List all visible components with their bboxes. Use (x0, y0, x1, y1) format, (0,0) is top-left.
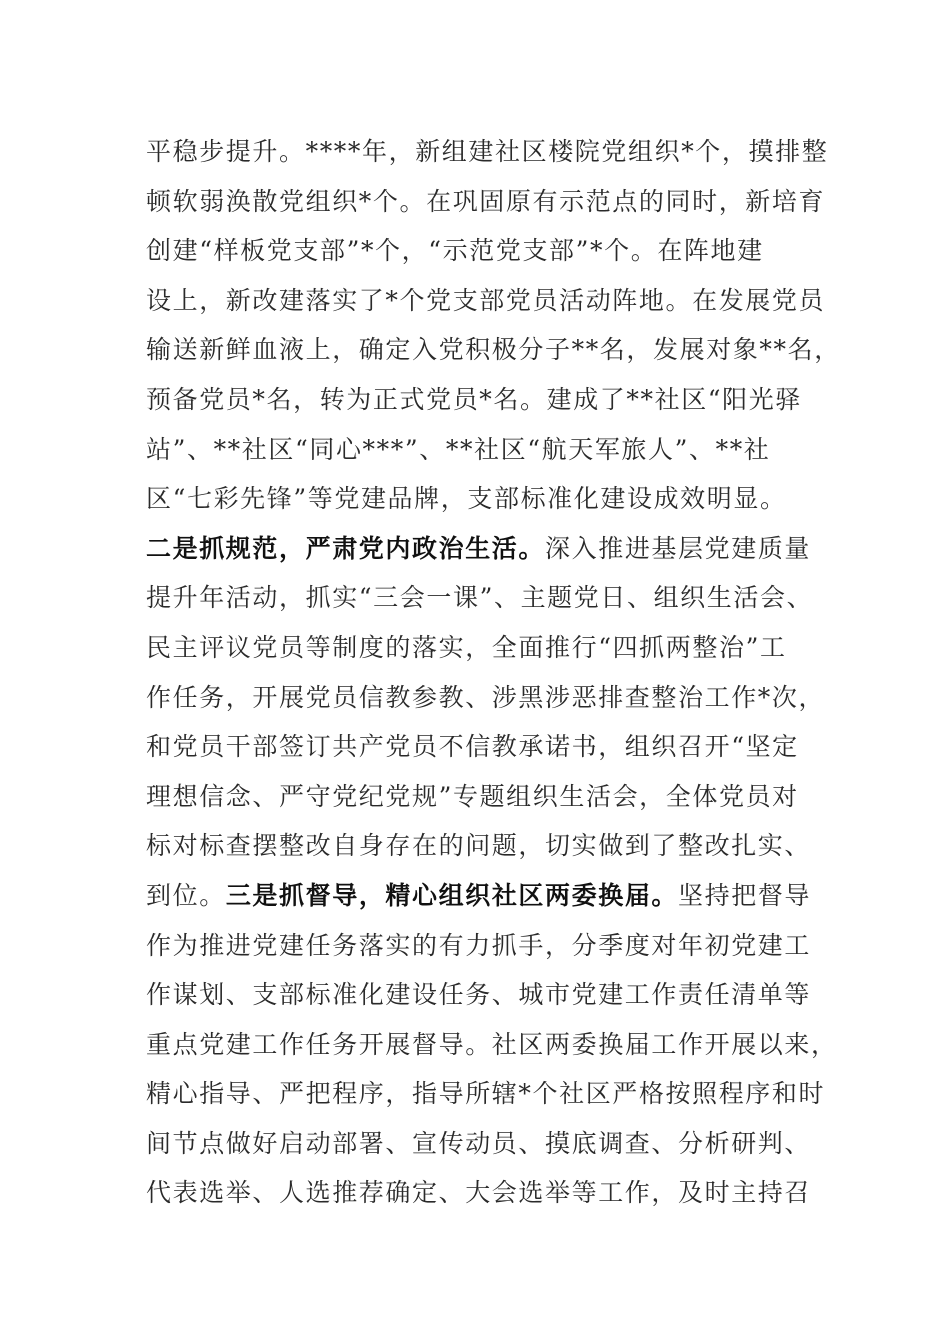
text-line (146, 573, 814, 623)
text-line (146, 921, 812, 971)
body-text: 创建“样板党支部”*个，“示范党支部”*个。在阵地建 (146, 236, 764, 266)
body-text: 站”、**社区“同心***”、**社区“航天军旅人”、**社 (146, 434, 771, 464)
text-line (146, 524, 812, 574)
body-text: 区“七彩先锋”等党建品牌，支部标准化建设成效明显。 (146, 484, 787, 514)
text-line (146, 375, 802, 425)
text-line (146, 1069, 826, 1119)
body-text: 平稳步提升。****年，新组建社区楼院党组织*个，摸排整 (146, 137, 829, 166)
body-text: 理想信念、严守党纪党规”专题组织生活会，全体党员对 (146, 781, 799, 811)
text-line (146, 276, 826, 326)
bold-heading-text: 三是抓督导，精心组织社区两委换届。 (225, 880, 679, 910)
body-text: 间节点做好启动部署、宣传动员、摸底调查、分析研判、 (146, 1128, 812, 1158)
text-line (146, 474, 802, 524)
text-line (146, 722, 802, 772)
body-text: 坚持把督导 (678, 880, 812, 910)
text-line (146, 623, 802, 673)
text-line (146, 226, 802, 276)
body-text: 和党员干部签订共产党员不信教承诺书，组织召开“坚定 (146, 732, 799, 762)
text-line (146, 425, 802, 475)
text-line (146, 127, 829, 177)
body-text: 作任务，开展党员信教参教、涉黑涉恶排查整治工作*次， (146, 682, 826, 712)
body-text: 设上，新改建落实了*个党支部党员活动阵地。在发展党员 (146, 285, 826, 315)
body-text: 作谋划、支部标准化建设任务、城市党建工作责任清单等 (146, 980, 812, 1010)
text-line (146, 1020, 838, 1070)
text-line (146, 673, 826, 723)
text-line (146, 325, 841, 375)
text-line (146, 1119, 812, 1169)
bold-heading-text: 二是抓规范，严肃党内政治生活。 (146, 533, 546, 563)
text-line (146, 772, 802, 822)
body-text: 输送新鲜血液上，确定入党积极分子**名，发展对象**名， (146, 335, 841, 365)
body-text: 提升年活动，抓实“三会一课”、主题党日、组织生活会、 (146, 583, 814, 613)
body-text: 深入推进基层党建质量 (545, 533, 812, 563)
document-body (146, 127, 841, 1218)
text-line (146, 970, 812, 1020)
body-text: 顿软弱涣散党组织*个。在巩固原有示范点的同时，新培育 (146, 186, 826, 216)
body-text: 到位。 (146, 880, 226, 910)
body-text: 预备党员*名，转为正式党员*名。建成了**社区“阳光驿 (146, 384, 802, 414)
text-line (146, 871, 812, 921)
body-text: 标对标查摆整改自身存在的问题，切实做到了整改扎实、 (146, 831, 812, 861)
text-line (146, 177, 826, 227)
body-text: 精心指导、严把程序，指导所辖*个社区严格按照程序和时 (146, 1079, 826, 1109)
body-text: 代表选举、人选推荐确定、大会选举等工作，及时主持召 (146, 1178, 812, 1208)
body-text: 作为推进党建任务落实的有力抓手，分季度对年初党建工 (146, 930, 812, 960)
text-line (146, 821, 812, 871)
body-text: 民主评议党员等制度的落实，全面推行“四抓两整治”工 (146, 632, 787, 662)
text-line (146, 1168, 812, 1218)
body-text: 重点党建工作任务开展督导。社区两委换届工作开展以来， (146, 1029, 838, 1059)
